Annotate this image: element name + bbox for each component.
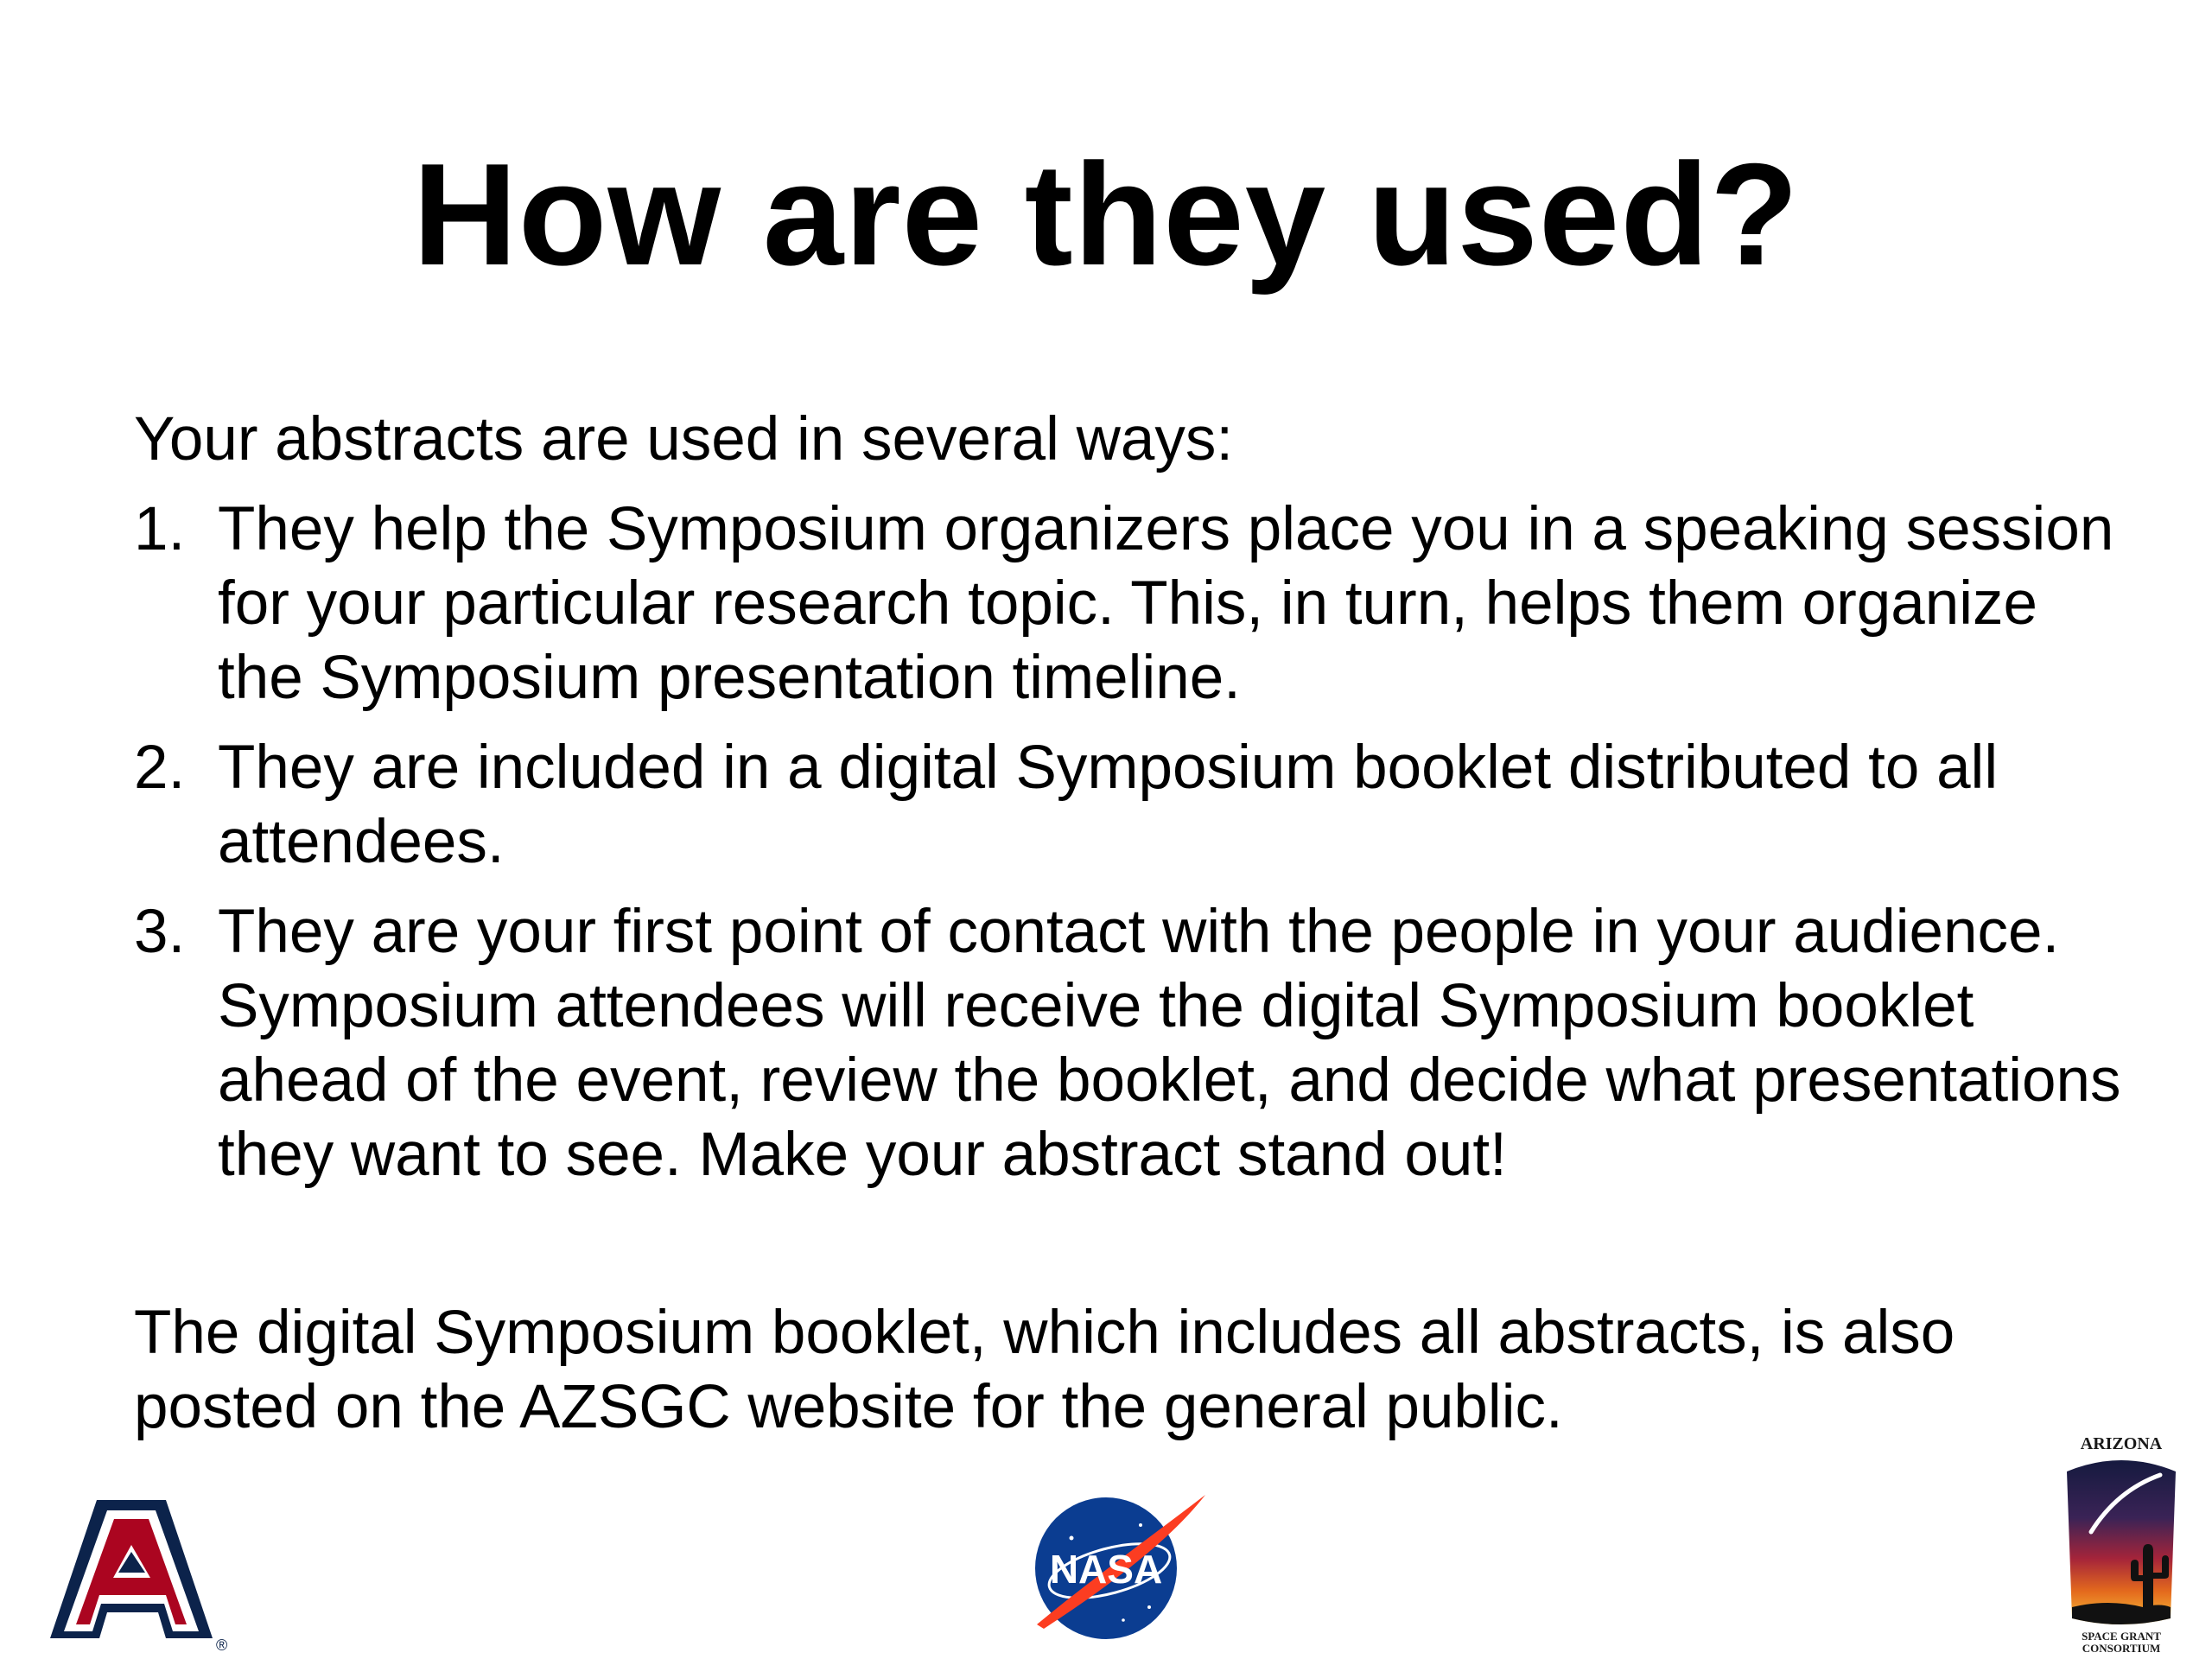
list-item [134,493,2121,715]
azsgc-bottom-line2: CONSORTIUM [2082,1642,2161,1655]
footer-note: The digital Symposium booklet, which includes all abstracts, is also posted on the AZSGC website for the general public. [134,1299,1955,1441]
azsgc-top-text: ARIZONA [2080,1434,2163,1453]
list-item-number: 1. [134,495,186,563]
university-of-arizona-logo [38,1495,228,1655]
list-item-number: 2. [134,734,186,802]
azsgc-bottom-line1: SPACE GRANT [2082,1630,2161,1643]
list-item [134,895,2121,1192]
intro-text: Your abstracts are used in several ways: [134,405,1234,474]
arizona-space-grant-consortium-logo [2056,1430,2186,1655]
nasa-wordmark: NASA [1049,1547,1163,1592]
list-item-text: They help the Symposium organizers place you in a speaking session for your particular research topic. This, in turn, helps them organize the Symposium presentation timeline. [218,495,2114,712]
list-item-number: 3. [134,898,186,966]
list-item-text: They are your first point of contact with the people in your audience. Symposium attendees will receive the digital Symposium booklet ahead of the event, review the booklet, and decide what presentations they want to see. Make your abstract stand out! [218,898,2121,1189]
slide-title: How are they used? [412,133,1800,296]
nasa-logo [1020,1486,1210,1646]
list-item-text: They are included in a digital Symposium booklet distributed to all attendees. [218,734,1999,876]
registered-mark: ® [216,1637,228,1654]
usage-list [134,493,2121,1208]
list-item [134,731,2121,880]
